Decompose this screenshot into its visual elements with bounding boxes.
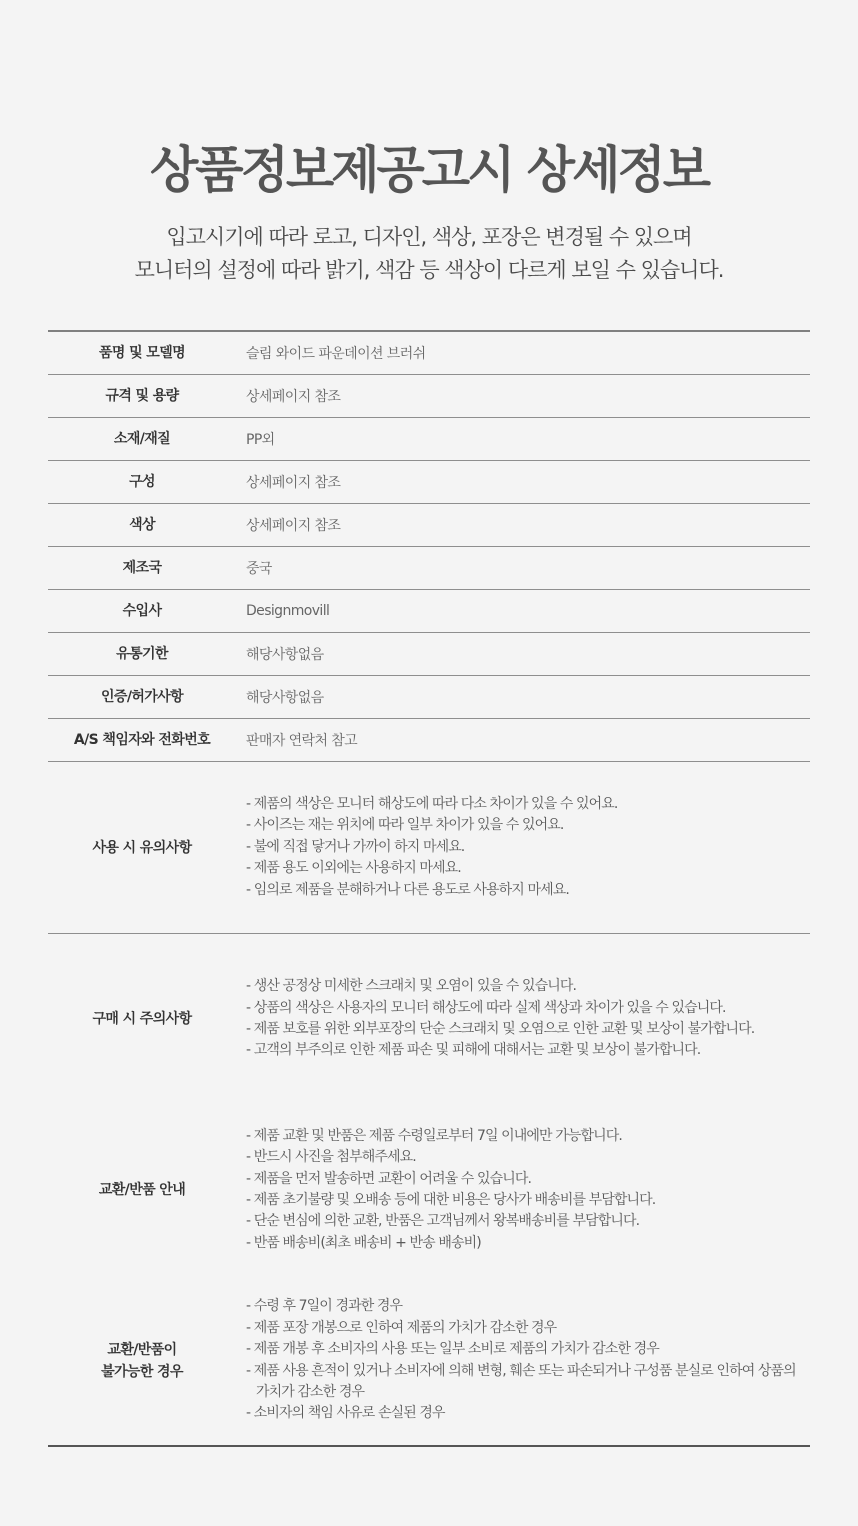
notice-label: 교환/반품이 불가능한 경우 xyxy=(101,1341,183,1380)
list-item: - 생산 공정상 미세한 스크래치 및 오염이 있을 수 있습니다. xyxy=(246,978,577,995)
spec-label: 품명 및 모델명 xyxy=(98,345,186,361)
notice-list xyxy=(236,1296,796,1424)
spec-label: A/S 책임자와 전화번호 xyxy=(73,732,211,748)
list-item: - 제품을 먼저 발송하면 교환이 어려울 수 있습니다. xyxy=(246,1170,532,1187)
notice-list xyxy=(236,976,754,1062)
list-item: - 반드시 사진을 첨부해주세요. xyxy=(246,1149,416,1166)
list-item: - 제품 초기불량 및 오배송 등에 대한 비용은 당사가 배송비를 부담합니다. xyxy=(246,1192,656,1208)
spec-label: 색상 xyxy=(129,517,155,533)
notice-list xyxy=(236,1126,655,1254)
spec-label: 제조국 xyxy=(122,560,162,576)
spec-label: 규격 및 용량 xyxy=(105,388,179,404)
spec-row xyxy=(48,332,810,375)
spec-label: 소재/재질 xyxy=(113,431,171,447)
spec-value: 상세페이지 참조 xyxy=(246,475,341,491)
list-item: - 제품 보호를 위한 외부포장의 단순 스크래치 및 오염으로 인한 교환 및 보상이 불가합니다. xyxy=(246,1021,755,1037)
list-item: - 고객의 부주의로 인한 제품 파손 및 피해에 대해서는 교환 및 보상이 불가합니다. xyxy=(246,1042,701,1059)
page-title: 상품정보제공고시 상세정보 xyxy=(149,141,708,199)
list-item: - 단순 변심에 의한 교환, 반품은 고객님께서 왕복배송비를 부담합니다. xyxy=(246,1213,640,1230)
product-info-table xyxy=(48,330,810,1447)
subtitle-line: 입고시기에 따라 로고, 디자인, 색상, 포장은 변경될 수 있으며 xyxy=(166,225,692,249)
notice-list xyxy=(236,794,617,901)
spec-row xyxy=(48,547,810,590)
spec-label: 인증/허가사항 xyxy=(100,689,184,705)
spec-value: 상세페이지 참조 xyxy=(246,389,341,405)
notice-row-exchange xyxy=(48,1104,810,1276)
notice-row-usage xyxy=(48,762,810,934)
spec-label: 유통기한 xyxy=(116,646,168,662)
spec-value: 판매자 연락처 참고 xyxy=(246,733,358,749)
list-item: - 소비자의 책임 사유로 손실된 경우 xyxy=(246,1405,445,1422)
list-item: - 제품 용도 이외에는 사용하지 마세요. xyxy=(246,860,461,877)
list-item: - 수령 후 7일이 경과한 경우 xyxy=(246,1298,403,1315)
subtitle-line: 모니터의 설정에 따라 밝기, 색감 등 색상이 다르게 보일 수 있습니다. xyxy=(134,258,724,282)
spec-value: 해당사항없음 xyxy=(246,690,324,706)
spec-row xyxy=(48,719,810,762)
notice-label: 교환/반품 안내 xyxy=(98,1182,186,1198)
notice-row-no-exchange xyxy=(48,1276,810,1445)
spec-value: 해당사항없음 xyxy=(246,647,324,663)
spec-row xyxy=(48,590,810,633)
list-item: - 제품의 색상은 모니터 해상도에 따라 다소 차이가 있을 수 있어요. xyxy=(246,795,618,812)
list-item: - 제품 사용 흔적이 있거나 소비자에 의해 변형, 훼손 또는 파손되거나 구성품 분실로 인하여 상품의 가치가 감소한 경우 xyxy=(246,1362,796,1400)
list-item: - 상품의 색상은 사용자의 모니터 해상도에 따라 실제 색상과 차이가 있을 수 있습니다. xyxy=(246,999,726,1016)
notice-label: 사용 시 유의사항 xyxy=(92,839,192,856)
notice-row-purchase xyxy=(48,934,810,1104)
list-item: - 불에 직접 닿거나 가까이 하지 마세요. xyxy=(246,838,465,855)
list-item: - 제품 포장 개봉으로 인하여 제품의 가치가 감소한 경우 xyxy=(246,1319,557,1336)
spec-row xyxy=(48,375,810,418)
list-item: - 반품 배송비(최초 배송비 + 반송 배송비) xyxy=(246,1234,481,1251)
spec-row xyxy=(48,418,810,461)
spec-value: 상세페이지 참조 xyxy=(246,518,341,534)
spec-row xyxy=(48,633,810,676)
spec-value: 슬림 와이드 파운데이션 브러쉬 xyxy=(246,346,426,362)
list-item: - 제품 교환 및 반품은 제품 수령일로부터 7일 이내에만 가능합니다. xyxy=(246,1127,622,1144)
list-item: - 사이즈는 재는 위치에 따라 일부 차이가 있을 수 있어요. xyxy=(246,817,564,834)
spec-row xyxy=(48,504,810,547)
list-item: - 임의로 제품을 분해하거나 다른 용도로 사용하지 마세요. xyxy=(246,881,569,898)
spec-label: 구성 xyxy=(129,474,155,490)
spec-value: Designmovill xyxy=(246,603,330,619)
spec-label: 수입사 xyxy=(122,603,162,619)
spec-row xyxy=(48,461,810,504)
list-item: - 제품 개봉 후 소비자의 사용 또는 일부 소비로 제품의 가치가 감소한 경우 xyxy=(246,1341,659,1358)
notice-label: 구매 시 주의사항 xyxy=(92,1011,192,1027)
spec-value: 중국 xyxy=(246,561,272,577)
spec-row xyxy=(48,676,810,719)
spec-value: PP외 xyxy=(246,432,275,448)
page-subtitle xyxy=(0,221,858,287)
